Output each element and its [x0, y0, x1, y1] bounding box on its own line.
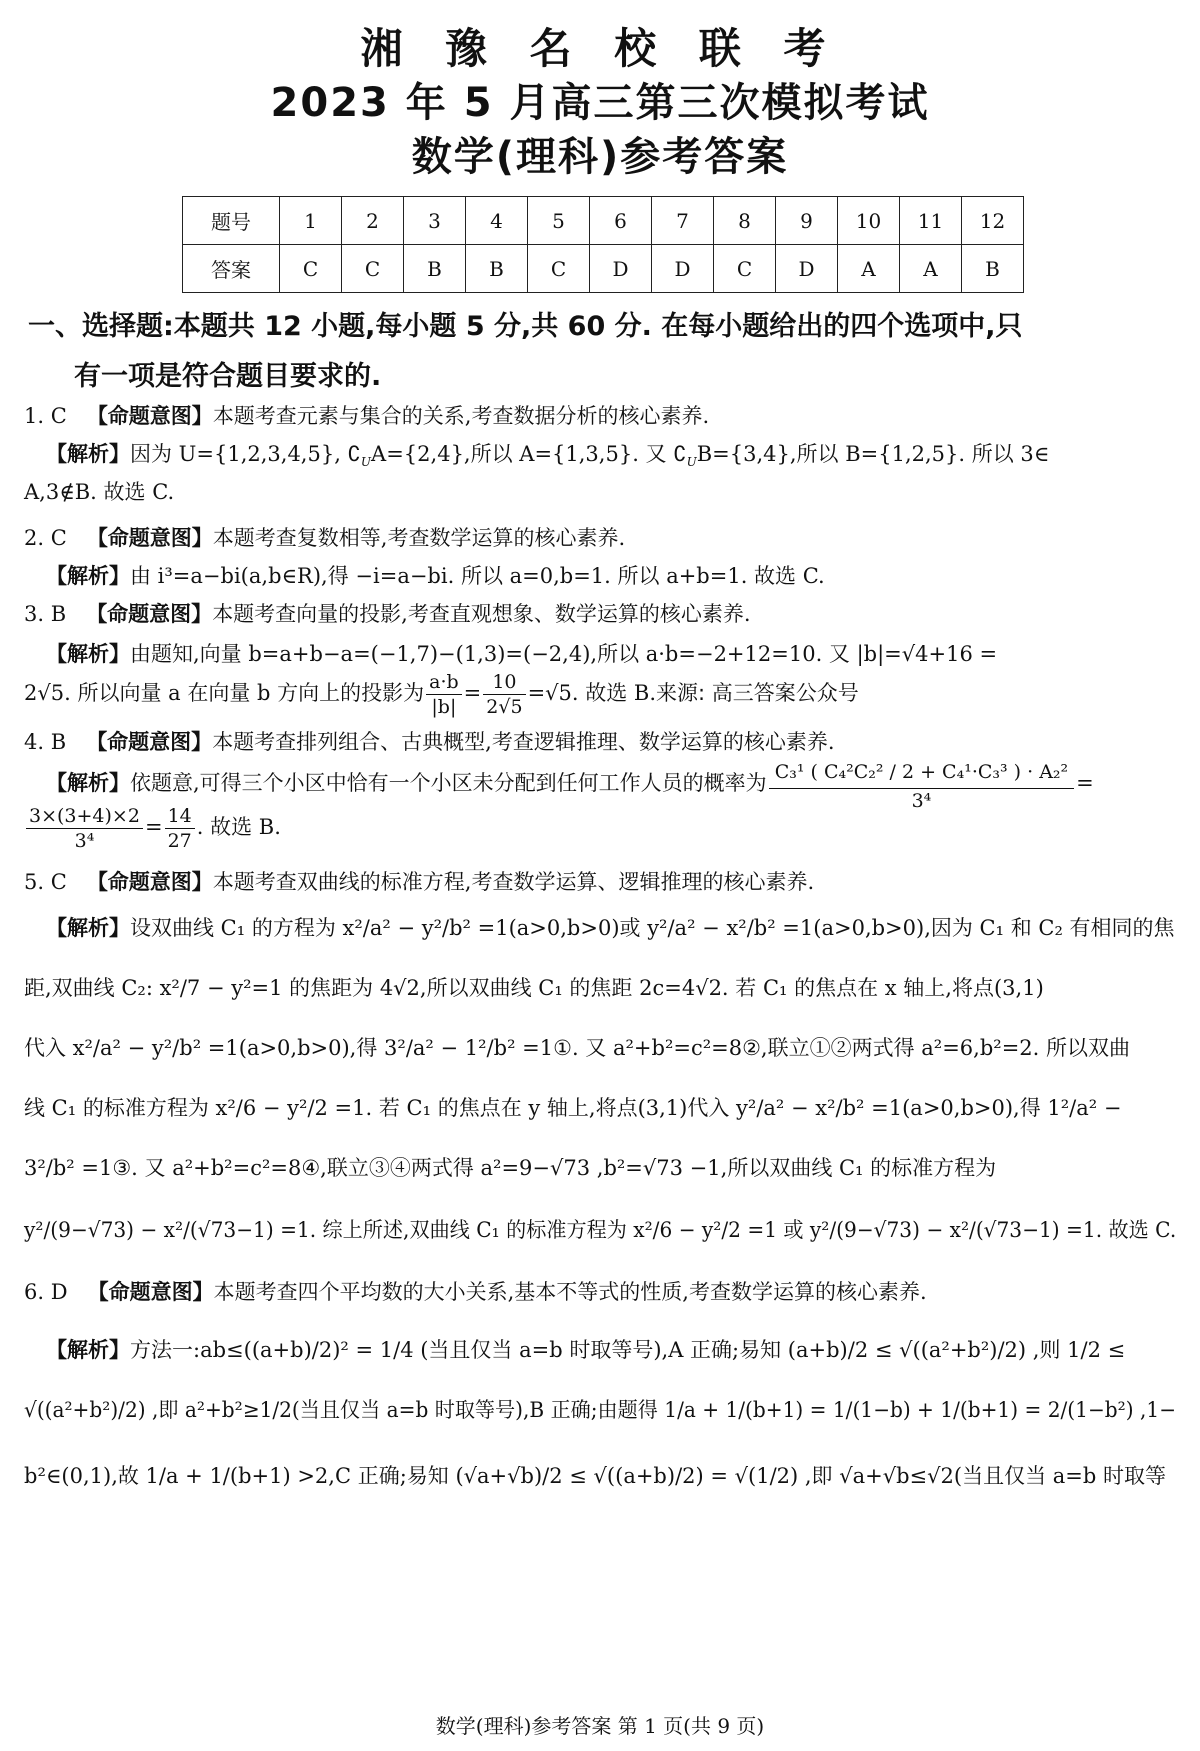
question-number: 10 — [838, 197, 900, 245]
question-number: 7 — [652, 197, 714, 245]
answer-cell: B — [404, 245, 466, 293]
answer-cell: C — [714, 245, 776, 293]
q1-analysis-line1: 【解析】因为 U={1,2,3,4,5}, $∁_UA=\{2,4\}$,所以 A={1,3,5}. 又 $∁_UB=\{3,4\}$,所以 B={1,2,5}. 所以 3∈ — [46, 442, 1050, 470]
question-number: 3 — [404, 197, 466, 245]
exam-org-title: 湘 豫 名 校 联 考 — [360, 24, 840, 73]
q4-analysis-line1: 【解析】依题意,可得三个小区中恰有一个小区未分配到任何工作人员的概率为 $\frac{\text{C₃¹ ( C₄²C₂² / 2 + C₄¹·C₃³ ) · A₂²}}{\text{3⁴}}$ = — [46, 756, 1094, 813]
intent-tag: 【命题意图】 — [86, 870, 213, 894]
intent-tag: 【命题意图】 — [86, 730, 213, 754]
q6-analysis-line1 — [46, 1334, 1125, 1364]
q5-number: 5. C — [24, 870, 67, 894]
q4-intent-line — [24, 726, 835, 756]
question-number: 11 — [900, 197, 962, 245]
q1-intent: 本题考查元素与集合的关系,考查数据分析的核心素养. — [212, 404, 710, 428]
q5-intent-line — [24, 866, 814, 896]
q2-number: 2. C — [24, 526, 67, 550]
q4-analysis-post: . 故选 B. — [196, 815, 281, 839]
count-fraction: $\frac{3\times(3+4)\times 2}{\text{3⁴}}$ — [26, 804, 143, 853]
intent-tag: 【命题意图】 — [86, 602, 213, 626]
q4-number: 4. B — [24, 730, 67, 754]
analysis-tag: 【解析】 — [46, 642, 130, 666]
q6-analysis-line3: b²∈(0,1),故 1/a + 1/(b+1) >2,C 正确;易知 (√a+√b)/2 ≤ √((a+b)/2) = √(1/2) ,即 √a+√b≤√2(当且仅当 a=b 时取等 — [24, 1464, 1166, 1488]
analysis-tag: 【解析】 — [46, 916, 130, 940]
q6-intent-line — [24, 1276, 927, 1306]
question-number: 5 — [528, 197, 590, 245]
q1-intent-line — [24, 400, 709, 430]
q4-analysis-part1: 依题意,可得三个小区中恰有一个小区未分配到任何工作人员的概率为 — [130, 771, 767, 795]
answer-cell: C — [280, 245, 342, 293]
source-note: 来源: 高三答案公众号 — [656, 681, 859, 705]
row-label: 答案 — [183, 245, 280, 293]
q5-intent: 本题考查双曲线的标准方程,考查数学运算、逻辑推理的核心素养. — [212, 870, 815, 894]
q1-analysis-part2: A={2,4},所以 A={1,3,5}. 又 ∁ — [371, 442, 687, 466]
title-block — [0, 0, 1200, 184]
q1-analysis-line2: A,3∉B. 故选 C. — [24, 480, 175, 504]
answer-cell: B — [466, 245, 528, 293]
q5-analysis-line4: 线 C₁ 的标准方程为 x²/6 − y²/2 =1. 若 C₁ 的焦点在 y 轴上,将点(3,1)代入 y²/a² − x²/b² =1(a>0,b>0),得 1²/a² − — [24, 1096, 1122, 1120]
row-label: 题号 — [183, 197, 280, 245]
q5-analysis-line1 — [46, 912, 1175, 942]
answer-cell: B — [962, 245, 1024, 293]
q5-analysis-line5: 3²/b² =1③. 又 a²+b²=c²=8④,联立③④两式得 a²=9−√73 ,b²=√73 −1,所以双曲线 C₁ 的标准方程为 — [24, 1156, 997, 1180]
q1-number: 1. C — [24, 404, 67, 428]
intent-tag: 【命题意图】 — [86, 404, 213, 428]
answer-cell: D — [652, 245, 714, 293]
value-fraction: $\frac{10}{2√5}$ — [483, 670, 525, 719]
intent-tag: 【命题意图】 — [86, 526, 213, 550]
q3-analysis-line1 — [46, 638, 997, 668]
q1-analysis-part1: 因为 U={1,2,3,4,5}, ∁ — [130, 442, 361, 466]
question-number-row — [183, 197, 1024, 245]
q2-analysis: 由 i³=a−bi(a,b∈R),得 −i=a−bi. 所以 a=0,b=1. 所以 a+b=1. 故选 C. — [130, 564, 825, 588]
analysis-tag: 【解析】 — [46, 564, 130, 588]
q3-number: 3. B — [24, 602, 67, 626]
answer-cell: C — [342, 245, 404, 293]
q4-intent: 本题考查排列组合、古典概型,考查逻辑推理、数学运算的核心素养. — [212, 730, 835, 754]
section-heading-line2: 有一项是符合题目要求的. — [74, 361, 382, 392]
q3-analysis-part1: 由题知,向量 b=a+b−a=(−1,7)−(1,3)=(−2,4),所以 a·b=−2+12=10. 又 |b|=√4+16 = — [130, 642, 998, 666]
q5-line1: 设双曲线 C₁ 的方程为 x²/a² − y²/b² =1(a>0,b>0)或 y²/a² − x²/b² =1(a>0,b>0),因为 C₁ 和 C₂ 有相同的焦 — [130, 916, 1175, 940]
q3-intent-line — [24, 598, 751, 628]
q2-analysis-line — [46, 560, 825, 590]
exam-name-title: 2023 年 5 月高三第三次模拟考试 — [270, 80, 930, 126]
q6-number: 6. D — [24, 1280, 68, 1304]
question-number: 6 — [590, 197, 652, 245]
q5-analysis-line6: y²/(9−√73) − x²/(√73−1) =1. 综上所述,双曲线 C₁ 的标准方程为 x²/6 − y²/2 =1 或 y²/(9−√73) − x²/(√73−1) =1. 故选 C. — [24, 1218, 1177, 1242]
analysis-tag: 【解析】 — [46, 1338, 130, 1362]
answer-cell: A — [900, 245, 962, 293]
answer-cell: D — [590, 245, 652, 293]
q5-analysis-line2: 距,双曲线 C₂: x²/7 − y²=1 的焦距为 4√2,所以双曲线 C₁ 的焦距 2c=4√2. 若 C₁ 的焦点在 x 轴上,将点(3,1) — [24, 976, 1044, 1000]
q1-analysis-part3: B={3,4},所以 B={1,2,5}. 所以 3∈ — [696, 442, 1050, 466]
intent-tag: 【命题意图】 — [87, 1280, 214, 1304]
question-number: 9 — [776, 197, 838, 245]
answer-row — [183, 245, 1024, 293]
q6-intent: 本题考查四个平均数的大小关系,基本不等式的性质,考查数学运算的核心素养. — [213, 1280, 927, 1304]
question-number: 8 — [714, 197, 776, 245]
question-number: 1 — [280, 197, 342, 245]
q3-analysis-line2: 2√5. 所以向量 a 在向量 b 方向上的投影为 $\frac{a\cdot b}{|b|}$ = $\frac{10}{2√5}$ =√5. 故选 B.来源: 高三答案公众号 — [24, 671, 859, 718]
q3-analysis-pre: 2√5. 所以向量 a 在向量 b 方向上的投影为 — [24, 681, 425, 705]
analysis-tag: 【解析】 — [46, 771, 130, 795]
q4-analysis-line2: $\frac{3\times(3+4)\times 2}{\text{3⁴}}$ = $\frac{14}{27}$ . 故选 B. — [24, 804, 281, 853]
answer-cell: A — [838, 245, 900, 293]
question-number: 2 — [342, 197, 404, 245]
q6-analysis-line2: √((a²+b²)/2) ,即 a²+b²≥1/2(当且仅当 a=b 时取等号),B 正确;由题得 1/a + 1/(b+1) = 1/(1−b) + 1/(b+1) = 2/(1−b²) ,1− — [24, 1398, 1176, 1422]
page-footer: 数学(理科)参考答案 第 1 页(共 9 页) — [435, 1714, 765, 1738]
q3-analysis-post: =√5. 故选 B. — [527, 681, 657, 705]
analysis-tag: 【解析】 — [46, 442, 130, 466]
q2-intent: 本题考查复数相等,考查数学运算的核心素养. — [212, 526, 626, 550]
result-fraction: $\frac{14}{27}$ — [165, 804, 195, 853]
q2-intent-line — [24, 522, 625, 552]
answer-key-table — [182, 196, 1024, 293]
q6-line1: 方法一:ab≤((a+b)/2)² = 1/4 (当且仅当 a=b 时取等号),A 正确;易知 (a+b)/2 ≤ √((a²+b²)/2) ,则 1/2 ≤ — [130, 1338, 1126, 1362]
projection-fraction: $\frac{a\cdot b}{|b|}$ — [426, 670, 462, 719]
document-subtitle: 数学(理科)参考答案 — [411, 134, 789, 180]
section-heading-line1: 一、选择题:本题共 12 小题,每小题 5 分,共 60 分. 在每小题给出的四个选项中,只 — [28, 311, 1023, 342]
section-heading — [28, 302, 1178, 402]
q5-analysis-line3: 代入 x²/a² − y²/b² =1(a>0,b>0),得 3²/a² − 1²/b² =1①. 又 a²+b²=c²=8②,联立①②两式得 a²=6,b²=2. 所以双曲 — [24, 1036, 1131, 1060]
probability-fraction: $\frac{\text{C₃¹ ( C₄²C₂² / 2 + C₄¹·C₃³ ) · A₂²}}{\text{3⁴}}$ — [769, 756, 1074, 813]
question-number: 4 — [466, 197, 528, 245]
answer-cell: D — [776, 245, 838, 293]
q3-intent: 本题考查向量的投影,考查直观想象、数学运算的核心素养. — [212, 602, 751, 626]
answer-cell: C — [528, 245, 590, 293]
question-number: 12 — [962, 197, 1024, 245]
